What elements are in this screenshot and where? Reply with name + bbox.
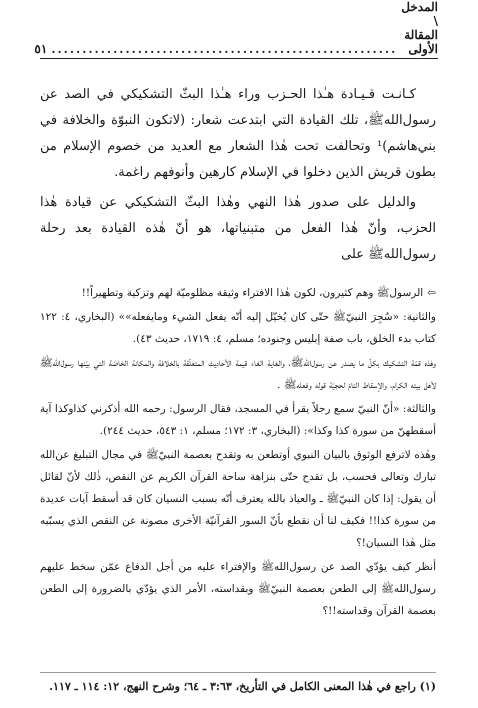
page-number: ٥١ xyxy=(34,42,48,56)
header-leader-dots: ........................................................ xyxy=(51,42,398,56)
footnote-comment-2: وهٰذه لاترفع الوثوق بالبيان النبوي أوتطعن به وتقدح بعصمة النبيّ‌ﷺ في مجال التبليغ عن‌الله تبارك وتعالى فحسب، بل تقدح حتّى بنزاهة ساحة القرآن الكريم عن النقص، ذٰلك لأنّ لقائل أن يقول: إذا كان النبيّ‌ﷺ ـ والعياذ بالله يعترف أنّه بسبب النسيان كان قد أسقط آيات عديدة من سورة كذا!! فكيف لنا أن نقطع بأنّ السور القرآنيّة الأخرى مصونة عن النقص الذي يسبّبه مثل هٰذا النسيان!؟ xyxy=(40,449,436,549)
footnote-text: الرسول‌ﷺ وهم كثيرون، لكون هٰذا الافتراء وثيقة مظلوميّة لهم وتزكية وتطهيراً!! xyxy=(81,287,424,299)
continuation-arrow-icon: ⇦ xyxy=(427,287,436,299)
running-title: المدخل \ المقالة الأولى xyxy=(401,0,438,56)
footnote-comment-3: أنظر كيف يؤدّي الصد عن رسول‌الله‌ﷺ والإفتراء عليه من أجل الدفاع عمّن سخط عليهم رسول‌الله‌ﷺ إلى الطعن بعصمة النبيّ‌ﷺ وبقداسته، الأمر الذي يؤدّي بالضرورة إلى الطعن بعصمة القرآن وقداسته!!؟ xyxy=(40,561,436,617)
footnote-third: والثالثة: «أنّ النبيّ سمع رجلاً يقرأ في المسجد، فقال الرسول: رحمه الله أذكرني كذاوكذا آية أسقطهنّ من سورة كذا وكذا»: (البخاري، ٣: ١٧٢؛ مسلم، ١: ٥٤٣، حديث ٢٤٤). xyxy=(40,403,436,437)
numbered-footnote: (١) راجع في هٰذا المعنى الكامل في التأريخ، ٣:٦٣ ـ ٦٤؛ وشرح النهج، ١٢: ١١٤ ـ ١١٧. xyxy=(40,672,436,697)
footnote-comment-1: وهٰذه قمّة التشكيك بكلّ ما يصدر عن رسول‌الله‌ﷺ، والغاية الغاء قيمة الأحاديث المتعلّقة بالخلافة والمكانة الخاصّة التي بيّنها رسول‌الله‌ﷺ لأهل بيته الكرام، والإسقاط التامّ لحجيّة قوله وفعله‌ﷺ . xyxy=(40,357,436,391)
footnote-second: والثانية: «سُجِرَ النبيّ‌ﷺ حتّى كان يُخيّل إليه أنّه يفعل الشيء ومايفعله»» (البخاري، ٤: ١٢٢ كتاب بدء الخلق، باب صفة إبليس وجنوده؛ مسلم، ٤: ١٧١٩، حديث ٤٣). xyxy=(40,311,436,345)
paragraph-1: كـانـت قـيـادة هـٰذا الحـزب وراء هـٰذا البثّ التشكيكي في الصد عن رسول‌الله‌ﷺ، تلك القيادة التي ابتدعت شعار: (لاتكون النبوّة والخلافة في بني‌هاشم)¹ وتحالفت تحت هٰذا الشعار مع العديد من خصوم الإسلام من بطون قريش الذين دخلوا في الإسلام كارهين وأنوفهم راغمة. xyxy=(40,87,436,180)
main-text xyxy=(40,82,436,268)
footnotes-block xyxy=(40,282,436,624)
footnote-continuation xyxy=(40,282,436,304)
page-header xyxy=(34,0,438,59)
paragraph-2: والدليل على صدور هٰذا النهي وهٰذا البثّ التشكيكي عن قيادة هٰذا الحزب، وأنّ هٰذا الفعل من متبنياتها، هو أنّ هٰذه القيادة بعد رحلة رسول‌الله‌ﷺ على xyxy=(40,195,436,262)
